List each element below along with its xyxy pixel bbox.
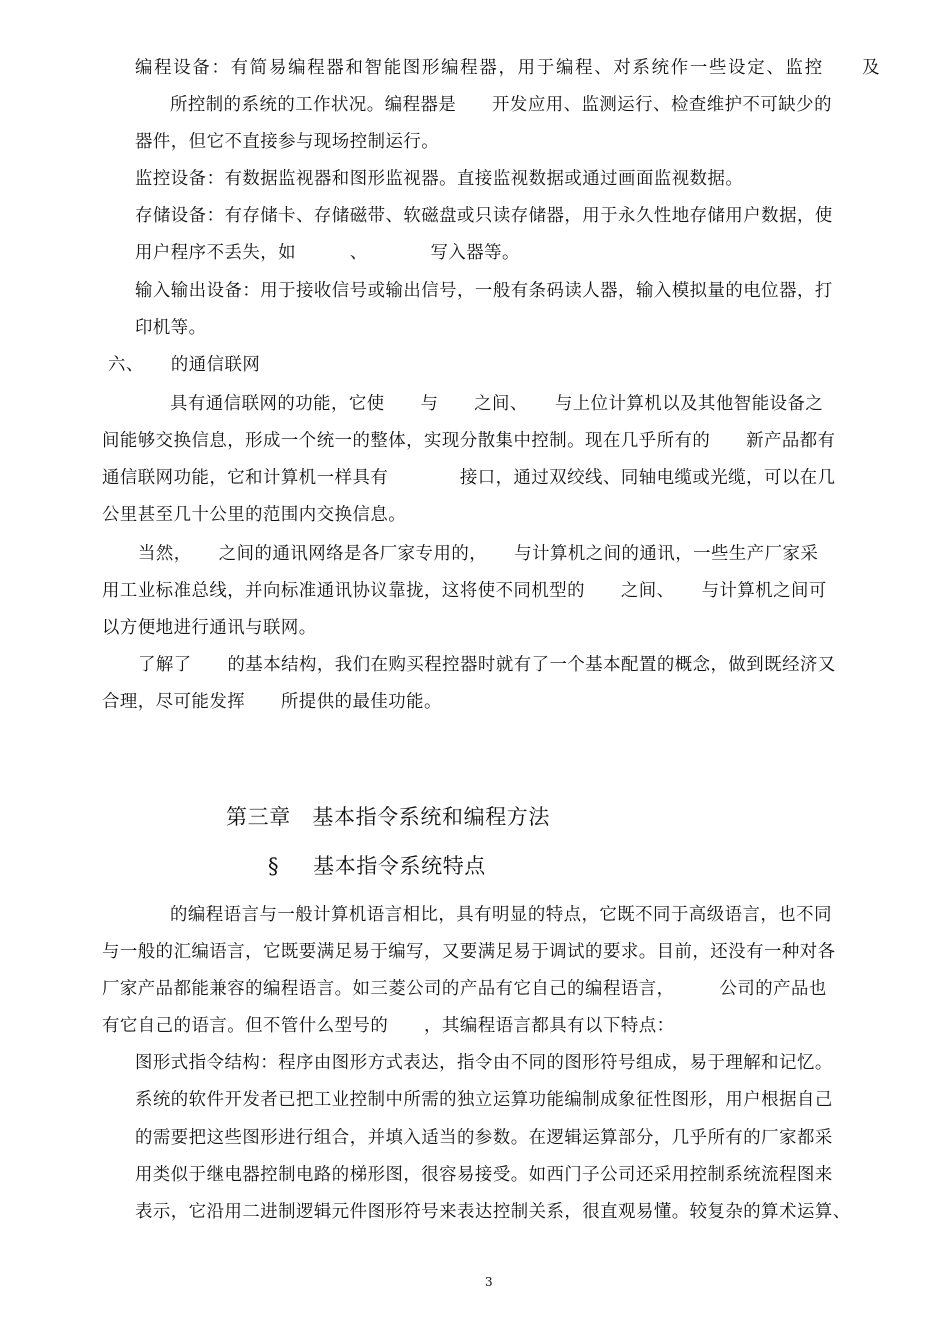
section-title: 基本指令系统特点 [313,854,486,878]
text-line: 用工业标准总线，并向标准通讯协议靠拢，这将使不同机型的 之间、 与计算机之间可 [102,581,827,601]
text-line: 图形式指令结构：程序由图形方式表达，指令由不同的图形符号组成，易于理解和记忆。 [135,1053,833,1073]
text-line: 输入输出设备：用于接收信号或输出信号，一般有条码读人器，输入模拟量的电位器，打 [135,281,833,301]
section-heading: 六、 的通信联网 [108,355,261,375]
text-line: 与一般的汇编语言，它既要满足易于编写，又要满足易于调试的要求。目前，还没有一种对各 [102,942,836,962]
text-line: 所控制的系统的工作状况。编程器是 开发应用、监测运行、检查维护不可缺少的 [170,95,832,115]
text-line: 间能够交换信息，形成一个统一的整体，实现分散集中控制。现在几乎所有的 新产品都有 [102,431,836,451]
text-line: 厂家产品都能兼容的编程语言。如三菱公司的产品有它自己的编程语言， 公司的产品也 [102,979,827,999]
text-line: 编程设备：有简易编程器和智能图形编程器，用于编程、对系统作一些设定、监控 及 [135,58,880,78]
text-line: 监控设备：有数据监视器和图形监视器。直接监视数据或通过画面监视数据。 [135,169,744,189]
text-line: 的需要把这些图形进行组合，并填入适当的参数。在逻辑运算部分，几乎所有的厂家都采 [135,1128,833,1148]
text-line: 具有通信联网的功能，它使 与 之间、 与上位计算机以及其他智能设备之 [170,394,824,414]
page-number: 3 [485,1275,493,1289]
text-line: 有它自己的语言。但不管什么型号的 ，其编程语言都具有以下特点： [102,1016,675,1036]
text-line: 的编程语言与一般计算机语言相比，具有明显的特点，它既不同于高级语言，也不同 [170,905,832,925]
text-line: 通信联网功能，它和计算机一样具有 接口，通过双绞线、同轴电缆或光缆，可以在几 [102,468,836,488]
text-line: 当然， 之间的通讯网络是各厂家专用的， 与计算机之间的通讯，一些生产厂家采 [138,544,819,564]
text-line: 以方便地进行通讯与联网。 [102,618,317,638]
text-line: 印机等。 [135,318,207,338]
section-symbol: § [268,854,280,878]
text-line: 器件，但它不直接参与现场控制运行。 [135,132,440,152]
section-title-line [268,852,486,880]
chapter-title: 第三章 基本指令系统和编程方法 [226,805,550,829]
text-line: 表示，它沿用二进制逻辑元件图形符号来表达控制关系，很直观易懂。较复杂的算术运算、 [135,1202,851,1222]
text-line: 用类似于继电器控制电路的梯形图，很容易接受。如西门子公司还采用控制系统流程图来 [135,1165,833,1185]
text-line: 了解了 的基本结构，我们在购买程控器时就有了一个基本配置的概念，做到既经济又 [138,655,836,675]
text-line: 系统的软件开发者已把工业控制中所需的独立运算功能编制成象征性图形，用户根据自己 [135,1090,833,1110]
text-line: 存储设备：有存储卡、存储磁带、软磁盘或只读存储器，用于永久性地存储用户数据，使 [135,206,833,226]
text-line: 合理，尽可能发挥 所提供的最佳功能。 [102,692,442,712]
text-line: 公里甚至几十公里的范围内交换信息。 [102,505,407,525]
text-line: 用户程序不丢失，如 、 写入器等。 [135,243,520,263]
